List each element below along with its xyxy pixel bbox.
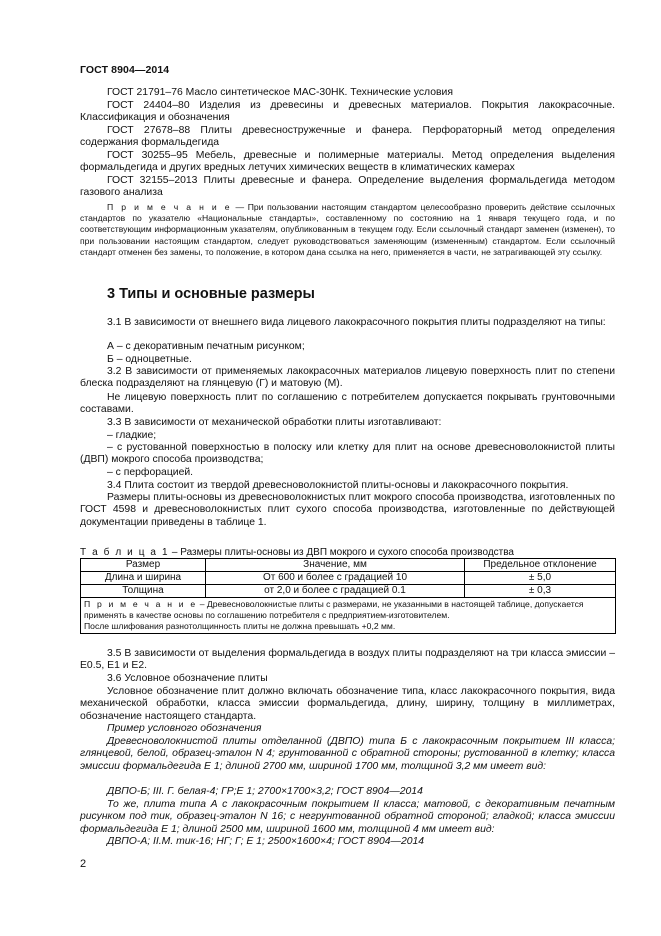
- table-note-row: [81, 598, 616, 634]
- table-header-row: [81, 559, 616, 572]
- clause-3-2-note: Не лицевую поверхность плит по соглашению с потребителем допускается покрывать грунтовочными составами.: [80, 392, 615, 416]
- clause-3-3-smooth: – гладкие;: [107, 430, 157, 441]
- clause-3-3-perforated: – с перфорацией.: [107, 467, 194, 478]
- table-header-cell: Размер: [81, 559, 206, 572]
- table-note: [81, 598, 616, 634]
- table-caption: [80, 547, 514, 558]
- clause-3-5: 3.5 В зависимости от выделения формальдегида в воздух плиты подразделяют на три класса эмиссии – Е0.5, Е1 и Е2.: [80, 648, 615, 672]
- table-caption-label: Т а б л и ц а 1: [80, 547, 170, 558]
- table-row: [81, 585, 616, 598]
- example-1-code: ДВПО-Б; III. Г. белая-4; ГР;Е 1; 2700×1700×3,2; ГОСТ 8904—2014: [107, 786, 423, 797]
- table-cell: ± 5,0: [465, 572, 616, 585]
- table-row: [81, 572, 616, 585]
- table-note-text: – Древесноволокнистые плиты с размерами, не указанными в настоящей таблице, допускается применять в качестве основы по соглашению потребителя с предприятием-изготовителем.: [84, 599, 584, 620]
- table-cell: от 2,0 и более с градацией 0.1: [206, 585, 465, 598]
- table-cell: ± 0,3: [465, 585, 616, 598]
- example-2: То же, плита типа А с лакокрасочным покрытием II класса; матовой, с декоративным печатным рисунком под тик, образец-эталон N 16; с негрунтованной обратной стороной; гладкой; класса эмиссии формальдегида Е 1; длиной 2500 мм, шириной 1600 мм, толщиной 4 мм имеет вид:: [80, 799, 615, 835]
- note-label: П р и м е ч а н и е: [107, 202, 232, 212]
- example-2-code: ДВПО-А; II.М. тик-16; НГ; Г; Е 1; 2500×1600×4; ГОСТ 8904—2014: [107, 836, 425, 847]
- ref-gost-24404: ГОСТ 24404–80 Изделия из древесины и древесных материалов. Покрытия лакокрасочные. Классификация и обозначения: [80, 100, 615, 124]
- table-note-label: П р и м е ч а н и е: [84, 599, 198, 609]
- example-1: Древесноволокнистой плиты отделанной (ДВПО) типа Б с лакокрасочным покрытием III класса; глянцевой, белой, образец-эталон N 4; грунтованной с обратной стороны; рустованной в клетку; класса эмиссии формальдегида Е 1; длиной 2700 мм, шириной 1700 мм, толщиной 3,2 мм имеет вид:: [80, 736, 615, 772]
- clause-3-6: 3.6 Условное обозначение плиты: [107, 673, 268, 684]
- clause-3-1: 3.1 В зависимости от внешнего вида лицевого лакокрасочного покрытия плиты подразделяют на типы:: [107, 317, 606, 328]
- references-note: [80, 202, 615, 258]
- clause-3-1-type-a: А – с декоративным печатным рисунком;: [107, 341, 305, 352]
- clause-3-4-sizes: Размеры плиты-основы из древесноволокнистых плит мокрого способа производства, изготовленных по ГОСТ 4598 и древесноволокнистых плит сухого способа производства, изготовленные по действующей документации приведены в таблице 1.: [80, 492, 615, 528]
- table-cell: Толщина: [81, 585, 206, 598]
- table-header-cell: Предельное отклонение: [465, 559, 616, 572]
- section-title: 3 Типы и основные размеры: [107, 286, 315, 302]
- table-note-text-2: После шлифования разнотолщинность плиты не должна превышать +0,2 мм.: [84, 621, 396, 631]
- ref-gost-32155: ГОСТ 32155–2013 Плиты древесные и фанера. Определение выделения формальдегида методом газового анализа: [80, 175, 615, 199]
- ref-gost-30255: ГОСТ 30255–95 Мебель, древесные и полимерные материалы. Метод определения выделения формальдегида и других вредных летучих химических веществ в климатических камерах: [80, 150, 615, 174]
- clause-3-2: 3.2 В зависимости от применяемых лакокрасочных материалов лицевую поверхность плит по степени блеска подразделяют на глянцевую (Г) и матовую (М).: [80, 366, 615, 390]
- ref-gost-27678: ГОСТ 27678–88 Плиты древесностружечные и фанера. Перфораторный метод определения содержания формальдегида: [80, 125, 615, 149]
- sizes-table: [80, 558, 616, 634]
- clause-3-6-text: Условное обозначение плит должно включать обозначение типа, класс лакокрасочного покрытия, вида механической обработки, класса эмиссии формальдегида, длину, ширину, толщину в миллиметрах, обозначение настоящего стандарта.: [80, 686, 615, 722]
- note-text: — При пользовании настоящим стандартом целесообразно проверить действие ссылочных стандартов по указателю «Национальные стандарты», составленному по состоянию на 1 января текущего года, и по соответствующим информационным указателям, опубликованным в текущем году. Если ссылочный стандарт заменен (изменен), то при пользовании настоящим стандартом, следует руководствоваться заменяющим (измененным) стандартом. Если ссылочный стандарт отменен без замены, то положение, в котором дана ссылка на него, применяется в части, не затрагивающей эту ссылку.: [80, 202, 615, 257]
- ref-gost-21791: ГОСТ 21791–76 Масло синтетическое МАС-30НК. Технические условия: [107, 87, 453, 98]
- table-cell: От 600 и более с градацией 10: [206, 572, 465, 585]
- document-header: ГОСТ 8904—2014: [80, 64, 170, 76]
- clause-3-3-rusted: – с рустованной поверхностью в полоску или клетку для плит на основе древесноволокнистой плиты (ДВП) мокрого способа производства;: [80, 442, 615, 466]
- table-caption-text: – Размеры плиты-основы из ДВП мокрого и сухого способа производства: [169, 547, 514, 558]
- example-title: Пример условного обозначения: [107, 723, 262, 734]
- clause-3-3: 3.3 В зависимости от механической обработки плиты изготавливают:: [107, 417, 442, 428]
- clause-3-4: 3.4 Плита состоит из твердой древесноволокнистой плиты-основы и лакокрасочного покрытия.: [107, 480, 569, 491]
- table-cell: Длина и ширина: [81, 572, 206, 585]
- clause-3-1-type-b: Б – одноцветные.: [107, 354, 192, 365]
- page-number: 2: [80, 858, 87, 870]
- table-header-cell: Значение, мм: [206, 559, 465, 572]
